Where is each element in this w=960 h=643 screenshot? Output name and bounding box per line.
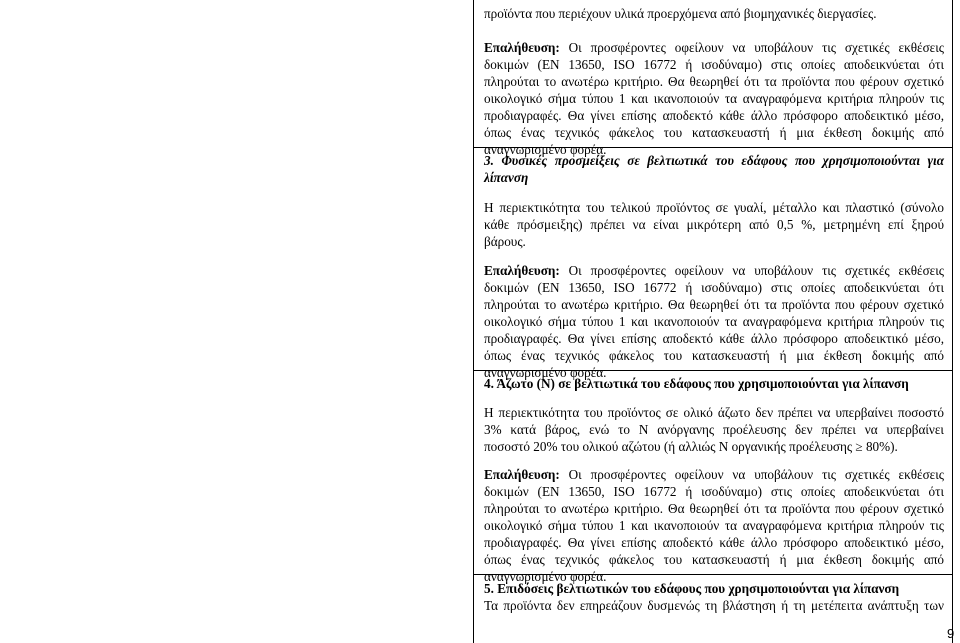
verification-line: οικολογικό σήμα τύπου 1 και ικανοποιούν τα αναγραφόμενα κριτήρια πληρούν τις (484, 518, 944, 533)
verification-line: αναγνωρισμένο φορέα. (484, 365, 607, 380)
verification-line: οικολογικό σήμα τύπου 1 και ικανοποιούν τα αναγραφόμενα κριτήρια πληρούν τις (484, 91, 944, 106)
verification-line (484, 39, 944, 56)
verification-line: προδιαγραφές. Θα γίνει επίσης αποδεκτό κάθε άλλο πρόσφορο αποδεικτικό μέσο, (484, 535, 944, 550)
verification-line: προδιαγραφές. Θα γίνει επίσης αποδεκτό κάθε άλλο πρόσφορο αποδεικτικό μέσο, (484, 331, 944, 346)
section-paragraph: κάθε πρόσμειξης) πρέπει να είναι μικρότερη από 0,5 %, μετρημένη επί ξηρού (484, 217, 944, 232)
section-heading: 3. Φυσικές προσμείξεις σε βελτιωτικά του εδάφους που χρησιμοποιούνται για (484, 153, 944, 168)
verification-line: πληρούται το ανωτέρω κριτήριο. Θα θεωρηθεί ότι τα προϊόντα που φέρουν σχετικό (484, 74, 944, 89)
section-paragraph: 3% κατά βάρος, ενώ το Ν ανόργανης προέλευσης δεν πρέπει να υπερβαίνει (484, 422, 944, 437)
table-border-right (952, 0, 953, 643)
section-paragraph: Τα προϊόντα δεν επηρεάζουν δυσμενώς τη βλάστηση ή τη μετέπειτα ανάπτυξη των (484, 598, 944, 613)
verification-line: δοκιμών (ΕΝ 13650, ISO 16772 ή ισοδύναμο) στις οποίες αποδεικνύεται ότι (484, 57, 944, 72)
section-paragraph: ποσοστό 20% του ολικού αζώτου (ή αλλιώς Ν οργανικής προέλευσης ≥ 80%). (484, 439, 898, 454)
section-paragraph: βάρους. (484, 234, 526, 249)
verification-line: αναγνωρισμένο φορέα. (484, 142, 607, 157)
verification-line: πληρούται το ανωτέρω κριτήριο. Θα θεωρηθεί ότι τα προϊόντα που φέρουν σχετικό (484, 297, 944, 312)
verification-line (484, 466, 944, 483)
verification-line: δοκιμών (ΕΝ 13650, ISO 16772 ή ισοδύναμο) στις οποίες αποδεικνύεται ότι (484, 280, 944, 295)
verification-label: Επαλήθευση: (484, 263, 560, 278)
verification-line: οικολογικό σήμα τύπου 1 και ικανοποιούν τα αναγραφόμενα κριτήρια πληρούν τις (484, 314, 944, 329)
section-heading: 5. Επιδόσεις βελτιωτικών του εδάφους που χρησιμοποιούνται για λίπανση (484, 581, 900, 596)
verification-line: όπως ένας τεχνικός φάκελος του κατασκευαστή ή μια έκθεση δοκιμής από (484, 125, 944, 140)
verification-text: Οι προσφέροντες οφείλουν να υποβάλουν τις σχετικές εκθέσεις (568, 40, 944, 55)
verification-label: Επαλήθευση: (484, 40, 560, 55)
page-number: 9 (947, 626, 955, 641)
table-border-left (473, 0, 474, 643)
verification-line: όπως ένας τεχνικός φάκελος του κατασκευαστή ή μια έκθεση δοκιμής από (484, 348, 944, 363)
section-heading: λίπανση (484, 170, 529, 185)
verification-line: πληρούται το ανωτέρω κριτήριο. Θα θεωρηθεί ότι τα προϊόντα που φέρουν σχετικό (484, 501, 944, 516)
verification-line (484, 262, 944, 279)
verification-line: προδιαγραφές. Θα γίνει επίσης αποδεκτό κάθε άλλο πρόσφορο αποδεικτικό μέσο, (484, 108, 944, 123)
verification-text: Οι προσφέροντες οφείλουν να υποβάλουν τις σχετικές εκθέσεις (568, 263, 944, 278)
verification-label: Επαλήθευση: (484, 467, 560, 482)
verification-line: αναγνωρισμένο φορέα. (484, 569, 607, 584)
continuation-text: προϊόντα που περιέχουν υλικά προερχόμενα από βιομηχανικές διεργασίες. (484, 6, 877, 21)
section-paragraph: Η περιεκτικότητα του προϊόντος σε ολικό άζωτο δεν πρέπει να υπερβαίνει ποσοστό (484, 405, 944, 420)
verification-line: δοκιμών (ΕΝ 13650, ISO 16772 ή ισοδύναμο) στις οποίες αποδεικνύεται ότι (484, 484, 944, 499)
verification-line: όπως ένας τεχνικός φάκελος του κατασκευαστή ή μια έκθεση δοκιμής από (484, 552, 944, 567)
section-heading: 4. Άζωτο (Ν) σε βελτιωτικά του εδάφους που χρησιμοποιούνται για λίπανση (484, 376, 909, 391)
section-paragraph: Η περιεκτικότητα του τελικού προϊόντος σε γυαλί, μέταλλο και πλαστικό (σύνολο (484, 200, 944, 215)
verification-text: Οι προσφέροντες οφείλουν να υποβάλουν τις σχετικές εκθέσεις (568, 467, 944, 482)
